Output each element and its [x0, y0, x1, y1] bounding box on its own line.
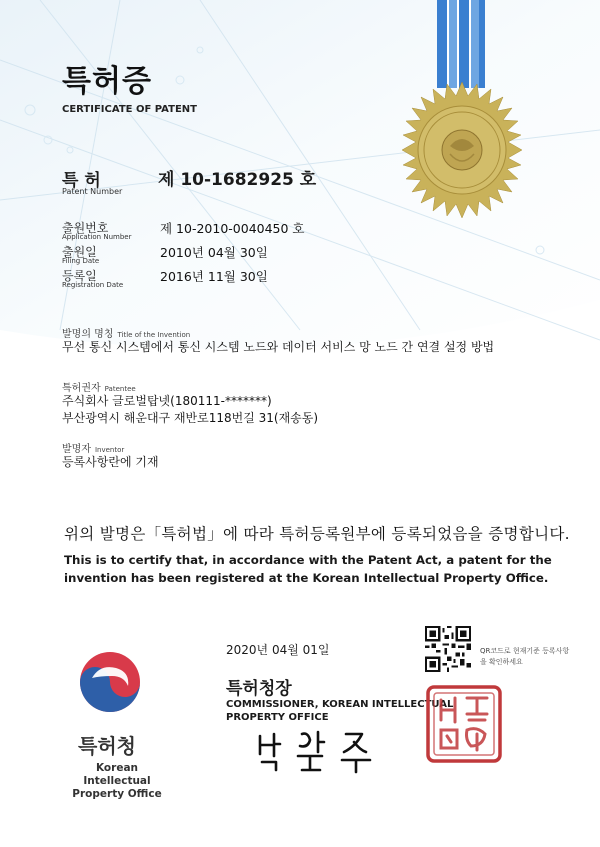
registration-date-label: 등록일 [62, 269, 97, 283]
commissioner-title-ko: 특허청장 [226, 679, 292, 699]
certification-statement-ko: 위의 발명은「특허법」에 따라 특허등록원부에 등록되었음을 증명합니다. [64, 525, 570, 543]
gold-seal [392, 80, 532, 220]
commissioner-title-en: COMMISSIONER, KOREAN INTELLECTUAL PROPERTY OFFICE [226, 699, 454, 723]
handwritten-signature [250, 724, 390, 774]
registration-date-label-en: Registration Date [62, 281, 124, 289]
patent-number-value: 제 10-1682925 호 [158, 170, 317, 190]
invention-title-label-en: Title of the Invention [117, 331, 191, 339]
inventor-label: 발명자 [62, 444, 91, 455]
application-number-value: 제 10-2010-0040450 호 [160, 221, 305, 236]
certification-statement-en: This is to certify that, in accordance with the Patent Act, a patent for the invention has been registered at the Korean Intellectual Property Office. [64, 553, 552, 585]
kipo-name-ko: 특허청 [78, 734, 136, 758]
filing-date-label: 출원일 [62, 245, 97, 259]
kipo-logo-icon [78, 650, 142, 714]
certificate-title: 특허증 [62, 64, 152, 99]
inventor-label-en: Inventor [94, 446, 125, 454]
kipo-name-en: Korean Intellectual Property Office [72, 762, 162, 800]
patentee-address: 부산광역시 해운대구 재반로118번길 31(재송동) [62, 411, 319, 425]
filing-date-value: 2010년 04월 30일 [160, 245, 268, 260]
patent-number-label: 특 허 [62, 171, 101, 191]
application-number-label-en: Application Number [62, 233, 132, 241]
invention-title-label: 발명의 명칭 [62, 329, 114, 340]
ribbon-decoration [437, 0, 485, 88]
official-seal-stamp [425, 684, 503, 764]
inventor-value: 등록사항란에 기재 [62, 455, 159, 469]
issue-date: 2020년 04월 01일 [226, 643, 330, 657]
qr-note: QR코드로 현재기준 등록사항을 확인하세요 [480, 647, 570, 666]
patentee-name: 주식회사 글로벌탑넷(180111-*******) [62, 394, 272, 408]
patent-number-label-en: Patent Number [62, 187, 123, 196]
invention-title-value: 무선 통신 시스템에서 통신 시스템 노드와 데이터 서비스 망 노드 간 연결 설정 방법 [62, 340, 495, 354]
certificate-subtitle: CERTIFICATE OF PATENT [62, 104, 197, 115]
patentee-label-en: Patentee [104, 385, 136, 393]
registration-date-value: 2016년 11월 30일 [160, 269, 268, 284]
filing-date-label-en: Filing Date [62, 257, 100, 265]
patentee-label: 특허권자 [62, 383, 101, 394]
application-number-label: 출원번호 [62, 221, 109, 235]
qr-code[interactable] [425, 626, 471, 672]
